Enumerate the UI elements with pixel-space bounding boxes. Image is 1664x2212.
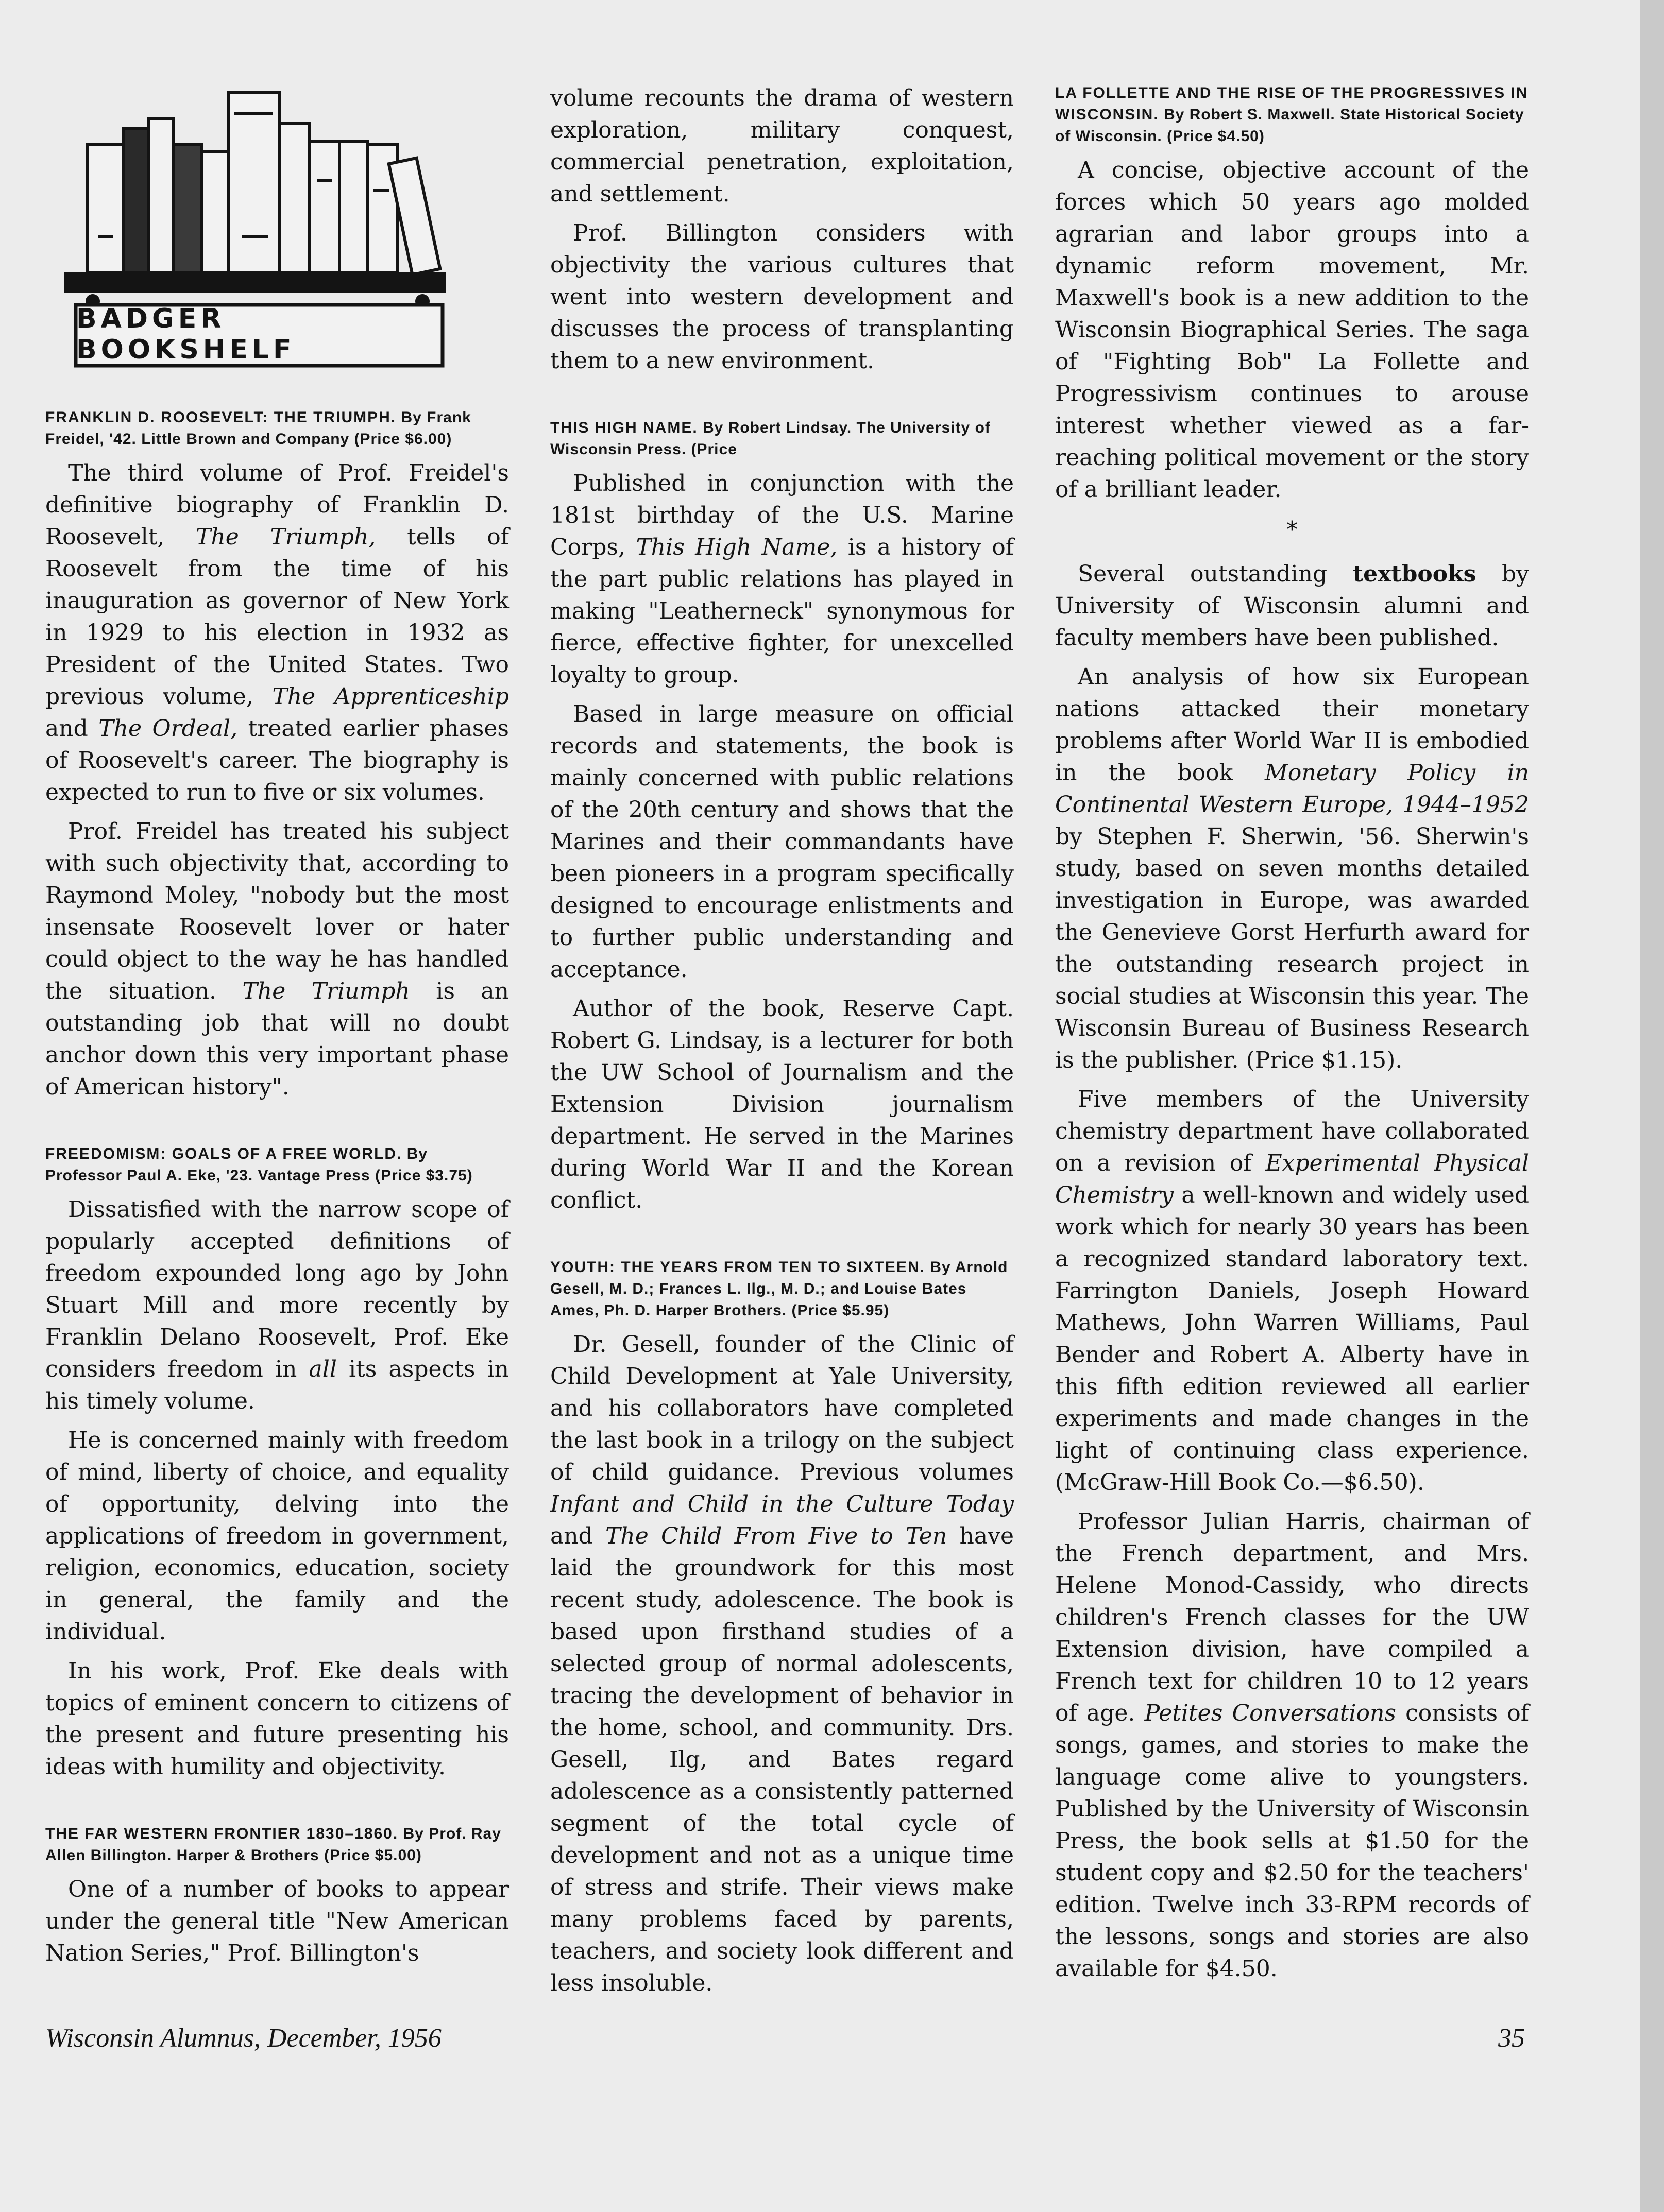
review-paragraph	[550, 698, 1014, 986]
text-run: by University of Wisconsin alumni and faculty members have been published.	[1055, 561, 1529, 651]
book-details: By Frank Freidel, '42. Little Brown and Company (Price $6.00)	[45, 409, 471, 448]
book-spine	[228, 93, 280, 273]
review-paragraph	[45, 457, 509, 809]
book-title: THIS HIGH NAME.	[550, 419, 698, 436]
book-title: YOUTH: THE YEARS FROM TEN TO SIXTEEN.	[550, 1259, 925, 1276]
text-run: Several outstanding	[1078, 561, 1353, 587]
review-paragraph	[1055, 661, 1529, 1076]
text-run: Prof. Freidel has treated his subject with such objectivity that, according to Raymond Moley, "nobody but the most insensate Roosevelt lover or hater could object to the way he has handled the situation.	[45, 818, 509, 1004]
book-details: By Prof. Ray Allen Billington. Harper & Brothers (Price $5.00)	[45, 1825, 501, 1864]
book-title-italic: The Ordeal,	[98, 715, 238, 742]
page-number: 35	[1498, 2024, 1525, 2053]
book-title-italic: The Triumph	[242, 978, 410, 1004]
review-paragraph	[45, 1425, 509, 1648]
review-heading	[550, 417, 1014, 460]
book-details: By Robert S. Maxwell. State Historical Society of Wisconsin. (Price $4.50)	[1055, 106, 1524, 145]
review-paragraph	[1055, 1084, 1529, 1499]
text-run: Five members of the University chemistry department have collaborated on a revision of	[1055, 1086, 1529, 1176]
book-spine	[310, 142, 339, 273]
text-run: An analysis of how six European nations attacked their monetary problems after World War II is embodied in the book	[1055, 664, 1529, 786]
book-title-italic: The Triumph,	[196, 524, 376, 550]
text-run: Author of the book, Reserve Capt. Robert G. Lindsay, is a lecturer for both the UW School of Journalism and the Extension Division journalism department. He served in the Marines during World War II and the Korean conflict.	[550, 996, 1014, 1213]
review-paragraph	[45, 1194, 509, 1417]
text-run: have laid the groundwork for this most recent study, adolescence. The book is based upon firsthand studies of a selected group of normal adolescents, tracing the development of behavior in the home, school, and community. Drs. Gesell, Ilg, and Bates regard adolescence as a consistently patterned segment of the total cycle of development and not as a unique time of stress and strife. Their views make many problems faced by parents, teachers, and society look different and less insoluble.	[550, 1523, 1014, 1996]
section-divider: *	[1286, 517, 1298, 543]
review-heading	[45, 1143, 509, 1187]
text-run: Prof. Billington considers with objectivity the various cultures that went into western development and discusses the process of transplanting them to a new environment.	[550, 220, 1014, 374]
text-run: Dissatisfied with the narrow scope of popularly accepted definitions of freedom expounded long ago by John Stuart Mill and more recently by Franklin Delano Roosevelt, Prof. Eke considers freedom in	[45, 1196, 509, 1382]
text-run: The third volume of Prof. Freidel's definitive biography of Franklin D. Roosevelt,	[45, 460, 509, 550]
review-paragraph	[550, 1329, 1014, 1999]
text-run: Based in large measure on official records and statements, the book is mainly concerned with public relations of the 20th century and shows that the Marines and their commandants have been pioneers in a program specifically designed to encourage enlistments and to further public understanding and acceptance.	[550, 701, 1014, 983]
book-spine	[148, 118, 173, 273]
bold-text: textbooks	[1352, 561, 1476, 587]
review-heading	[45, 1823, 509, 1866]
text-run: and	[550, 1523, 606, 1549]
book-details: By Robert Lindsay. The University of Wisconsin Press. (Price	[550, 419, 991, 458]
book-title-italic: Petites Conversations	[1144, 1700, 1396, 1726]
book-spine	[124, 129, 148, 273]
book-title-italic: all	[309, 1356, 337, 1382]
column-3	[1055, 82, 1529, 1985]
text-run: and	[45, 715, 99, 742]
review-paragraph	[1055, 558, 1529, 654]
review-paragraph	[45, 816, 509, 1103]
text-run: He is concerned mainly with freedom of mind, liberty of choice, and equality of opportunity, delving into the applications of freedom in government, religion, economics, education, society in general, the family and the individual.	[45, 1427, 509, 1645]
book-spine	[339, 142, 368, 273]
review-paragraph	[550, 217, 1014, 377]
book-title-italic: Experimental Physical Chemistry	[1055, 1150, 1530, 1208]
text-run: Professor Julian Harris, chairman of the French department, and Mrs. Helene Monod-Cassidy, who directs children's French classes for the UW Extension division, have compiled a French text for children 10 to 12 years of age.	[1055, 1508, 1529, 1726]
book-spine	[88, 144, 124, 273]
bookshelf-title: BADGER BOOKSHELF	[76, 303, 296, 365]
book-title: LA FOLLETTE AND THE RISE OF THE PROGRESSIVES IN WISCONSIN.	[1055, 84, 1529, 123]
book-title-italic: The Child From Five to Ten	[605, 1523, 947, 1549]
text-run: tells of Roosevelt from the time of his inauguration as governor of New York in 1929 to his election in 1932 as President of the United States. Two previous volume,	[45, 524, 509, 710]
book-title-italic: Monetary Policy in Continental Western Europe, 1944–1952	[1055, 760, 1529, 818]
book-title-italic: The Apprenticeship	[272, 683, 509, 710]
book-title: FREEDOMISM: GOALS OF A FREE WORLD.	[45, 1145, 402, 1162]
book-details: By Arnold Gesell, M. D.; Frances L. Ilg., M. D.; and Louise Bates Ames, Ph. D. Harper Brothers. (Price $5.95)	[550, 1259, 1008, 1319]
review-paragraph	[550, 993, 1014, 1216]
text-run: is an outstanding job that will no doubt anchor down this very important phase of American history".	[45, 978, 509, 1100]
book-title: THE FAR WESTERN FRONTIER 1830–1860.	[45, 1825, 399, 1842]
review-paragraph	[1055, 1506, 1529, 1985]
text-run: consists of songs, games, and stories to make the language come alive to youngsters. Published by the University of Wisconsin Press, the book sells at $1.50 for the student copy and $2.50 for the teachers' edition. Twelve inch 33-RPM records of the lessons, songs and stories are also available for $4.50.	[1055, 1700, 1530, 1982]
book-spine	[201, 152, 228, 273]
text-run: a well-known and widely used work which for nearly 30 years has been a recognized standard laboratory text. Farrington Daniels, Joseph Howard Mathews, John Warren Williams, Paul Bender and Robert A. Alberty have in this fifth edition reviewed all earlier experiments and made changes in the light of continuing class experience. (McGraw-Hill Book Co.—$6.50).	[1055, 1182, 1529, 1496]
text-run: is a history of the part public relations has played in making "Leatherneck" synonymous for fierce, effective fighter, for unexcelled loyalty to group.	[550, 534, 1014, 688]
review-heading	[550, 1257, 1014, 1322]
text-run: its aspects in his timely volume.	[45, 1356, 509, 1414]
review-paragraph	[550, 468, 1014, 691]
book-title-italic: Infant and Child in the Culture Today	[550, 1491, 1014, 1517]
review-heading	[45, 407, 509, 450]
column-2	[550, 82, 1014, 1999]
text-run: One of a number of books to appear under the general title "New American Nation Series," Prof. Billington's	[45, 1876, 509, 1966]
shelf-board	[64, 272, 446, 293]
book-details: By Professor Paul A. Eke, '23. Vantage Press (Price $3.75)	[45, 1145, 473, 1184]
review-paragraph	[550, 82, 1014, 210]
text-run: treated earlier phases of Roosevelt's career. The biography is expected to run to five or six volumes.	[45, 715, 509, 805]
book-title-italic: This High Name,	[636, 534, 838, 560]
book-spine	[173, 144, 201, 273]
scan-margin	[1640, 0, 1664, 2212]
book-spine	[280, 124, 310, 273]
text-run: volume recounts the drama of western exploration, military conquest, commercial penetration, exploitation, and settlement.	[550, 85, 1014, 207]
text-run: A concise, objective account of the forces which 50 years ago molded agrarian and labor groups into a dynamic reform movement, Mr. Maxwell's book is a new addition to the Wisconsin Biographical Series. The saga of "Fighting Bob" La Follette and Progressivism continues to arouse interest whether viewed as a far-reaching political movement or the story of a brilliant leader.	[1055, 157, 1529, 503]
book-title: FRANKLIN D. ROOSEVELT: THE TRIUMPH.	[45, 409, 397, 426]
review-paragraph	[1055, 155, 1529, 506]
review-paragraph	[45, 1655, 509, 1783]
text-run: Published in conjunction with the 181st birthday of the U.S. Marine Corps,	[550, 470, 1014, 560]
text-run: In his work, Prof. Eke deals with topics of eminent concern to citizens of the present and future presenting his ideas with humility and objectivity.	[45, 1658, 509, 1780]
footer-publication: Wisconsin Alumnus, December, 1956	[45, 2024, 442, 2053]
text-run: Dr. Gesell, founder of the Clinic of Child Development at Yale University, and his collaborators have completed the last book in a trilogy on the subject of child guidance. Previous volumes	[550, 1331, 1014, 1485]
column-1	[45, 407, 509, 1969]
review-heading	[1055, 82, 1529, 147]
review-paragraph	[45, 1874, 509, 1969]
text-run: by Stephen F. Sherwin, '56. Sherwin's study, based on seven months detailed investigation in Europe, was awarded the Genevieve Gorst Herfurth award for the outstanding research project in social studies at Wisconsin this year. The Wisconsin Bureau of Business Research is the publisher. (Price $1.15).	[1055, 824, 1529, 1073]
